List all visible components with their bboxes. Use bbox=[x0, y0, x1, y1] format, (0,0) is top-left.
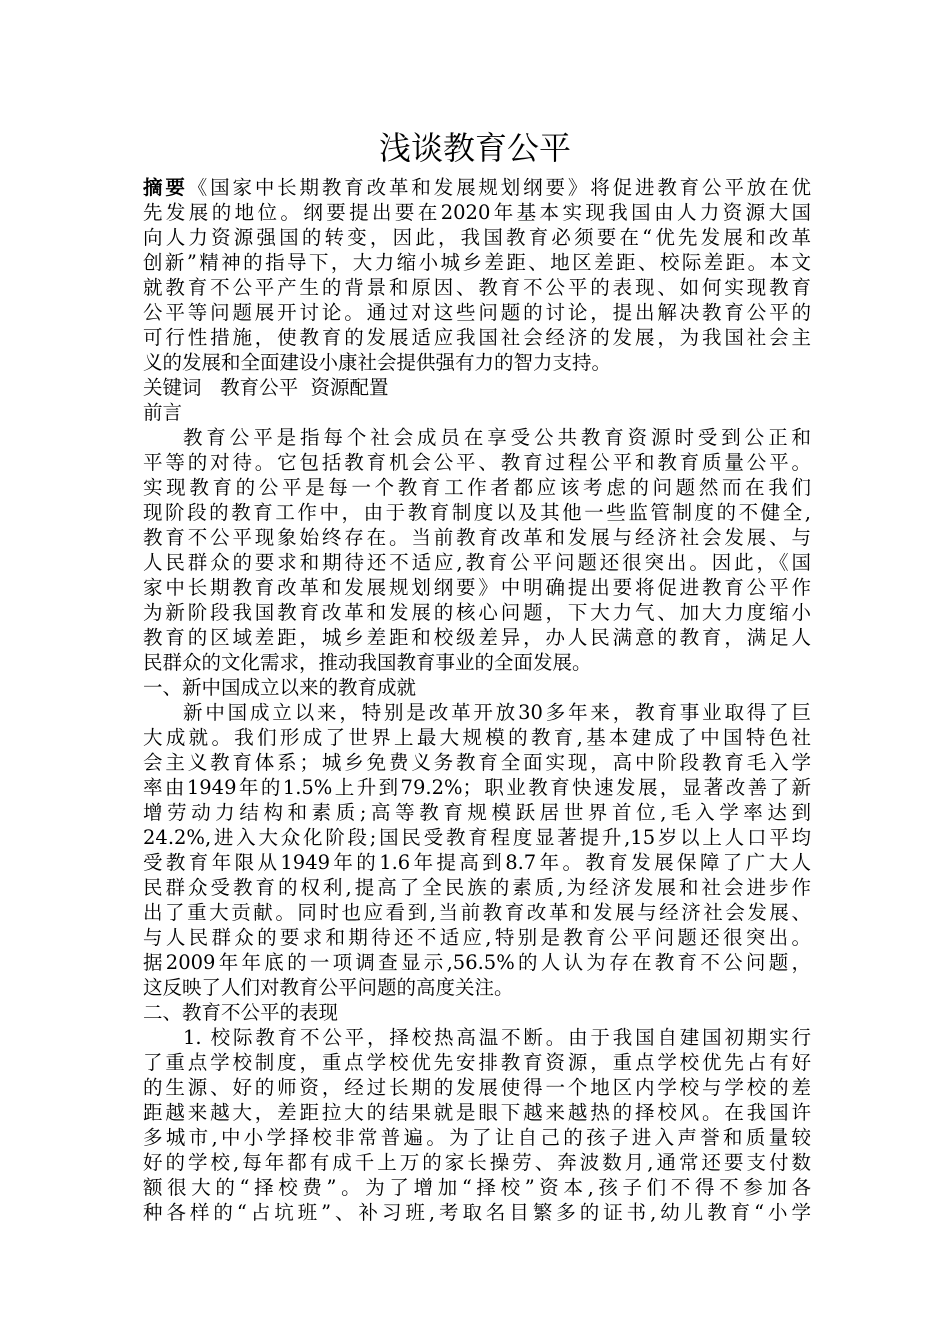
section1-line: 这反映了人们对教育公平问题的高度关注。 bbox=[143, 976, 514, 999]
abstract-line: 先发展的地位。纲要提出要在2020年基本实现我国由人力资源大国 bbox=[143, 201, 811, 224]
preface-line: 民群众的文化需求，推动我国教育事业的全面发展。 bbox=[143, 651, 592, 674]
section2-line: 额很大的“择校费”。为了增加“择校”资本,孩子们不得不参加各 bbox=[143, 1176, 811, 1199]
section2-paragraph bbox=[143, 1025, 811, 1225]
abstract-line: 就教育不公平产生的背景和原因、教育不公平的表现、如何实现教育 bbox=[143, 276, 811, 299]
section1-line: 率由1949年的1.5%上升到79.2%；职业教育快速发展，显著改善了新 bbox=[143, 776, 811, 799]
preface-line: 教育公平是指每个社会成员在享受公共教育资源时受到公正和 bbox=[183, 426, 811, 449]
section2-line: 好的学校,每年都有成千上万的家长操劳、奔波数月,通常还要支付数 bbox=[143, 1151, 811, 1174]
abstract-line: 义的发展和全面建设小康社会提供强有力的智力支持。 bbox=[143, 351, 612, 374]
section1-heading: 一、新中国成立以来的教育成就 bbox=[143, 676, 417, 699]
abstract-label: 摘要 bbox=[143, 176, 188, 199]
abstract-text: 《国家中长期教育改革和发展规划纲要》将促进教育公平放在优 bbox=[187, 176, 811, 199]
preface-line: 实现教育的公平是每一个教育工作者都应该考虑的问题然而在我们 bbox=[143, 476, 811, 499]
preface-heading: 前言 bbox=[143, 401, 183, 424]
section1-line: 增劳动力结构和素质;高等教育规模跃居世界首位,毛入学率达到 bbox=[143, 801, 811, 824]
section1-line: 大成就。我们形成了世界上最大规模的教育,基本建成了中国特色社 bbox=[143, 726, 811, 749]
document-body bbox=[143, 175, 811, 1225]
keywords-line: 关键词 教育公平 资源配置 bbox=[143, 376, 389, 399]
abstract-line: 公平等问题展开讨论。通过对这些问题的讨论，提出解决教育公平的 bbox=[143, 301, 811, 324]
section2-line: 的生源、好的师资，经过长期的发展使得一个地区内学校与学校的差 bbox=[143, 1076, 811, 1099]
section2-line: 了重点学校制度，重点学校优先安排教育资源，重点学校优先占有好 bbox=[143, 1051, 811, 1074]
preface-line: 为新阶段我国教育改革和发展的核心问题，下大力气、加大力度缩小 bbox=[143, 601, 811, 624]
abstract-line bbox=[143, 175, 811, 200]
section1-line: 受教育年限从1949年的1.6年提高到8.7年。教育发展保障了广大人 bbox=[143, 851, 811, 874]
abstract-paragraph bbox=[143, 175, 811, 375]
section1-line: 与人民群众的要求和期待还不适应,特别是教育公平问题还很突出。 bbox=[143, 926, 811, 949]
section2-line: 1. 校际教育不公平，择校热高温不断。由于我国自建国初期实行 bbox=[183, 1026, 811, 1049]
section1-line: 据2009年年底的一项调查显示,56.5%的人认为存在教育不公问题， bbox=[143, 951, 811, 974]
section2-heading: 二、教育不公平的表现 bbox=[143, 1001, 339, 1024]
section1-paragraph bbox=[143, 700, 811, 1000]
preface-line: 人民群众的要求和期待还不适应,教育公平问题还很突出。因此，《国 bbox=[143, 551, 811, 574]
preface-paragraph bbox=[143, 425, 811, 675]
abstract-line: 创新”精神的指导下，大力缩小城乡差距、地区差距、校际差距。本文 bbox=[143, 251, 811, 274]
preface-line: 现阶段的教育工作中，由于教育制度以及其他一些监管制度的不健全, bbox=[143, 501, 811, 524]
abstract-line: 向人力资源强国的转变，因此，我国教育必须要在“优先发展和改革 bbox=[143, 226, 811, 249]
section1-line: 民群众受教育的权利,提高了全民族的素质,为经济发展和社会进步作 bbox=[143, 876, 811, 899]
section1-line: 24.2%,进入大众化阶段;国民受教育程度显著提升,15岁以上人口平均 bbox=[143, 826, 811, 849]
preface-line: 家中长期教育改革和发展规划纲要》中明确提出要将促进教育公平作 bbox=[143, 576, 811, 599]
abstract-line: 可行性措施，使教育的发展适应我国社会经济的发展，为我国社会主 bbox=[143, 326, 811, 349]
section1-line: 出了重大贡献。同时也应看到,当前教育改革和发展与经济社会发展、 bbox=[143, 901, 811, 924]
section2-line: 种各样的“占坑班”、补习班,考取名目繁多的证书,幼儿教育“小学 bbox=[143, 1201, 811, 1224]
section2-line: 多城市,中小学择校非常普遍。为了让自己的孩子进入声誉和质量较 bbox=[143, 1126, 811, 1149]
document-title: 浅谈教育公平 bbox=[378, 129, 571, 167]
preface-line: 教育的区域差距，城乡差距和校级差异，办人民满意的教育，满足人 bbox=[143, 626, 811, 649]
preface-line: 教育不公平现象始终存在。当前教育改革和发展与经济社会发展、与 bbox=[143, 526, 811, 549]
section1-line: 会主义教育体系；城乡免费义务教育全面实现，高中阶段教育毛入学 bbox=[143, 751, 811, 774]
section1-line: 新中国成立以来，特别是改革开放30多年来，教育事业取得了巨 bbox=[183, 701, 811, 724]
preface-line: 平等的对待。它包括教育机会公平、教育过程公平和教育质量公平。 bbox=[143, 451, 811, 474]
section2-line: 距越来越大，差距拉大的结果就是眼下越来越热的择校风。在我国许 bbox=[143, 1101, 811, 1124]
